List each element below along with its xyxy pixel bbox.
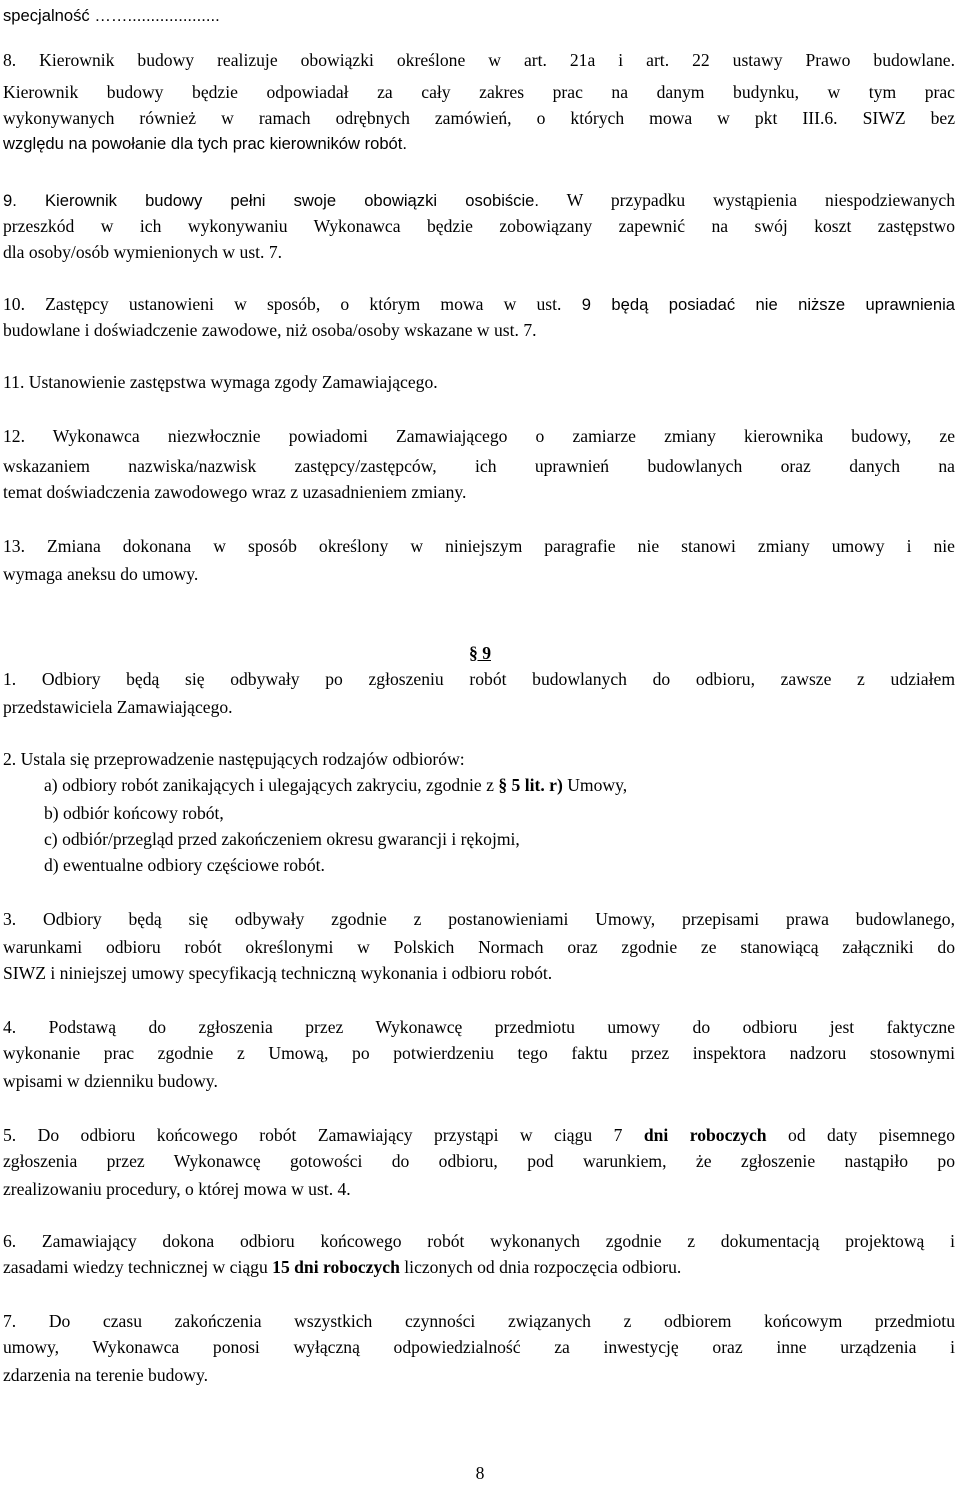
- p4-line-1: 4. Podstawą do zgłoszenia przez Wykonawcę przedmiotu umowy do odbioru jest faktyczne: [3, 1017, 955, 1037]
- par9-line-1-a: 9. Kierownik budowy pełni swoje obowiązki osobiście.: [3, 191, 540, 210]
- p5-line-2: zgłoszenia przez Wykonawcę gotowości do odbioru, pod warunkiem, że zgłoszenie nastąpiło po: [3, 1151, 955, 1171]
- p2-item-a-ref: § 5 lit. r): [498, 775, 563, 795]
- par13-line-1: 13. Zmiana dokonana w sposób określony w niniejszym paragrafie nie stanowi zmiany umowy i nie: [3, 536, 955, 556]
- p5-bold-days: dni roboczych: [643, 1125, 767, 1145]
- p2-item-d: d) ewentualne odbiory częściowe robót.: [44, 855, 325, 875]
- p4-line-2: wykonanie prac zgodnie z Umową, po potwierdzeniu tego faktu przez inspektora nadzoru stosownymi: [3, 1043, 955, 1063]
- specialty-line: specjalność ……....................: [3, 6, 220, 25]
- par11-line-1: 11. Ustanowienie zastępstwa wymaga zgody Zamawiającego.: [3, 372, 438, 392]
- p7-line-3: zdarzenia na terenie budowy.: [3, 1365, 208, 1385]
- par10-line-1: [3, 291, 955, 318]
- par12-line-2: wskazaniem nazwiska/nazwisk zastępcy/zastępców, ich uprawnień budowlanych oraz danych na: [3, 456, 955, 476]
- p6-line-1: 6. Zamawiający dokona odbioru końcowego robót wykonanych zgodnie z dokumentacją projektową i: [3, 1231, 955, 1251]
- p3-line-3: SIWZ i niniejszej umowy specyfikacją techniczną wykonania i odbioru robót.: [3, 963, 553, 983]
- page-number: 8: [475, 1463, 485, 1483]
- p6-bold-days: 15 dni roboczych: [272, 1257, 400, 1277]
- par8-line-1: 8. Kierownik budowy realizuje obowiązki określone w art. 21a i art. 22 ustawy Prawo budowlane.: [3, 50, 955, 70]
- p5-line-3: zrealizowaniu procedury, o której mowa w ust. 4.: [3, 1179, 351, 1199]
- section-heading: § 9: [469, 643, 491, 663]
- par8-line-2: Kierownik budowy będzie odpowiadał za cały zakres prac na danym budynku, w tym prac: [3, 82, 955, 102]
- p5-line-1: 5. Do odbioru końcowego robót Zamawiający przystąpi w ciągu 7 dni roboczych od daty pisemnego: [3, 1125, 955, 1145]
- par13-line-2: wymaga aneksu do umowy.: [3, 564, 199, 584]
- p3-line-1: 3. Odbiory będą się odbywały zgodnie z postanowieniami Umowy, przepisami prawa budowlanego,: [3, 909, 955, 929]
- p6-line-2: zasadami wiedzy technicznej w ciągu 15 dni roboczych liczonych od dnia rozpoczęcia odbioru.: [3, 1257, 682, 1277]
- p2-line-1: 2. Ustala się przeprowadzenie następujących rodzajów odbiorów:: [3, 749, 465, 769]
- par9-line-1-b: W przypadku wystąpienia niespodziewanych: [539, 190, 955, 210]
- par10-line-1-b: 9 będą posiadać nie niższe uprawnienia: [561, 295, 956, 314]
- par10-line-1-a: 10. Zastępcy ustanowieni w sposób, o którym mowa w ust.: [3, 294, 562, 314]
- par12-line-3: temat doświadczenia zawodowego wraz z uzasadnieniem zmiany.: [3, 482, 467, 502]
- par9-line-1: [3, 187, 955, 214]
- p2-item-b: b) odbiór końcowy robót,: [44, 803, 224, 823]
- par10-line-2: budowlane i doświadczenie zawodowe, niż osoba/osoby wskazane w ust. 7.: [3, 320, 537, 340]
- p1-line-1: 1. Odbiory będą się odbywały po zgłoszeniu robót budowlanych do odbioru, zawsze z udziałem: [3, 669, 955, 689]
- p2-item-a: a) odbiory robót zanikających i ulegających zakryciu, zgodnie z § 5 lit. r) Umowy,: [44, 775, 628, 795]
- p1-line-2: przedstawiciela Zamawiającego.: [3, 697, 233, 717]
- par9-line-2: przeszkód w ich wykonywaniu Wykonawca będzie zobowiązany zapewnić na swój koszt zastępstwo: [3, 216, 955, 236]
- p2-item-c: c) odbiór/przegląd przed zakończeniem okresu gwarancji i rękojmi,: [44, 829, 520, 849]
- par8-line-4: względu na powołanie dla tych prac kierowników robót.: [3, 134, 408, 153]
- p7-line-2: umowy, Wykonawca ponosi wyłączną odpowiedzialność za inwestycję oraz inne urządzenia i: [3, 1337, 955, 1357]
- par12-line-1: 12. Wykonawca niezwłocznie powiadomi Zamawiającego o zamiarze zmiany kierownika budowy, ze: [3, 426, 955, 446]
- p3-line-2: warunkami odbioru robót określonymi w Polskich Normach oraz zgodnie ze stanowiącą załączniki do: [3, 937, 955, 957]
- par9-line-3: dla osoby/osób wymienionych w ust. 7.: [3, 242, 283, 262]
- p7-line-1: 7. Do czasu zakończenia wszystkich czynności związanych z odbiorem końcowym przedmiotu: [3, 1311, 955, 1331]
- par8-line-3: wykonywanych również w ramach odrębnych zamówień, o których mowa w pkt III.6. SIWZ bez: [3, 108, 955, 128]
- p4-line-3: wpisami w dzienniku budowy.: [3, 1071, 218, 1091]
